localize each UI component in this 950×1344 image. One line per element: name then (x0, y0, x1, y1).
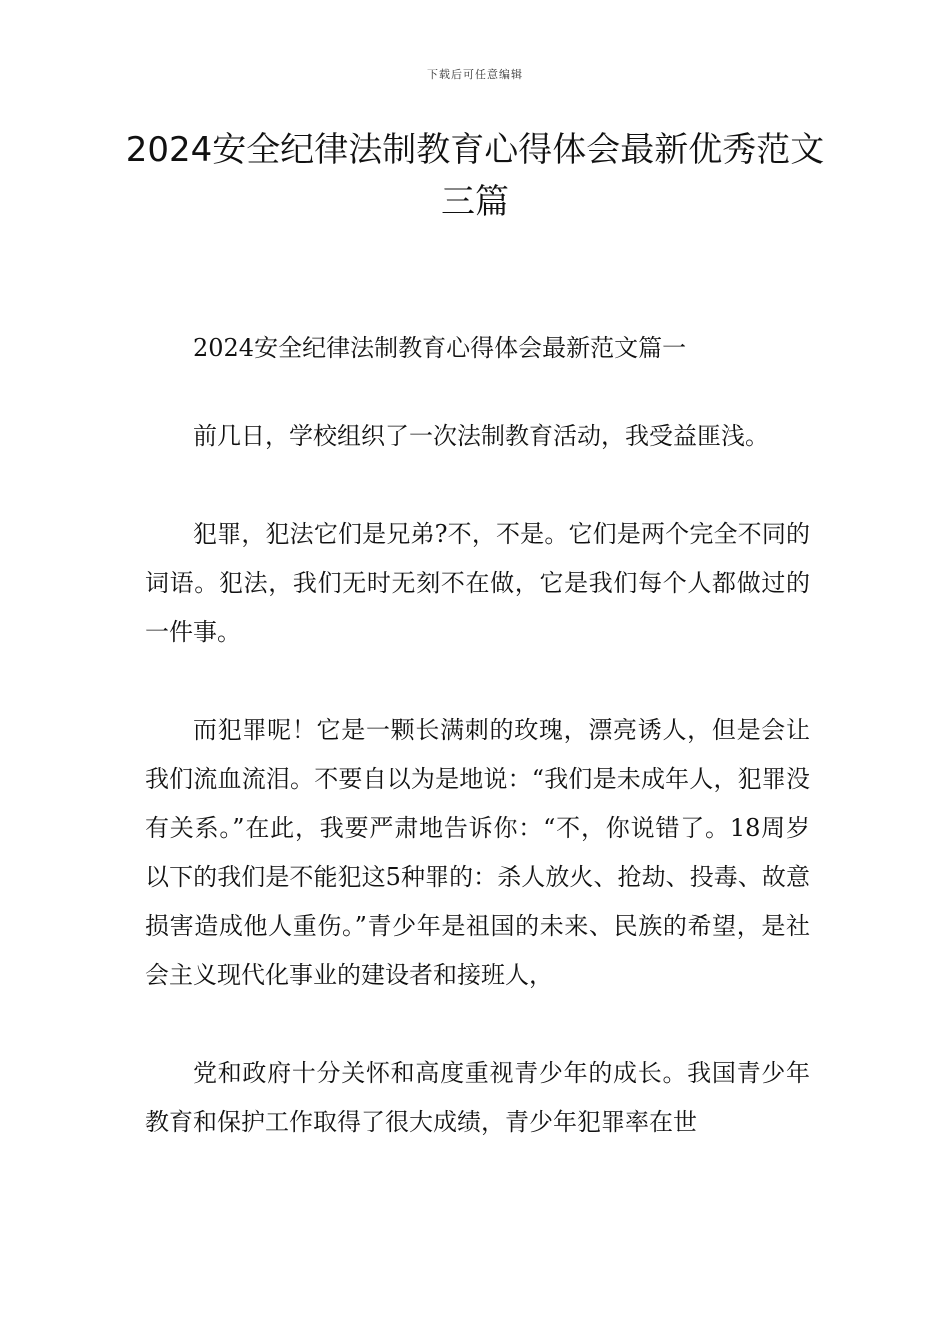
paragraph: 而犯罪呢！它是一颗长满刺的玫瑰，漂亮诱人，但是会让我们流血流泪。不要自以为是地说：“我们是未成年人，犯罪没有关系。”在此，我要严肃地告诉你：“不，你说错了。18周岁以下的我们是不能犯这5种罪的：杀人放火、抢劫、投毒、故意损害造成他人重伤。”青少年是祖国的未来、民族的希望，是社会主义现代化事业的建设者和接班人， (145, 716, 810, 989)
paragraph: 前几日，学校组织了一次法制教育活动，我受益匪浅。 (193, 422, 769, 450)
header-note: 下载后可任意编辑 (427, 68, 523, 81)
paragraph: 党和政府十分关怀和高度重视青少年的成长。我国青少年教育和保护工作取得了很大成绩，青少年犯罪率在世 (145, 1059, 810, 1136)
document-body (145, 324, 810, 1196)
paragraph: 犯罪，犯法它们是兄弟?不，不是。它们是两个完全不同的词语。犯法，我们无时无刻不在做，它是我们每个人都做过的一件事。 (145, 520, 810, 646)
document-title: 2024安全纪律法制教育心得体会最新优秀范文三篇 (125, 130, 825, 222)
section-heading: 2024安全纪律法制教育心得体会最新范文篇一 (193, 334, 687, 362)
